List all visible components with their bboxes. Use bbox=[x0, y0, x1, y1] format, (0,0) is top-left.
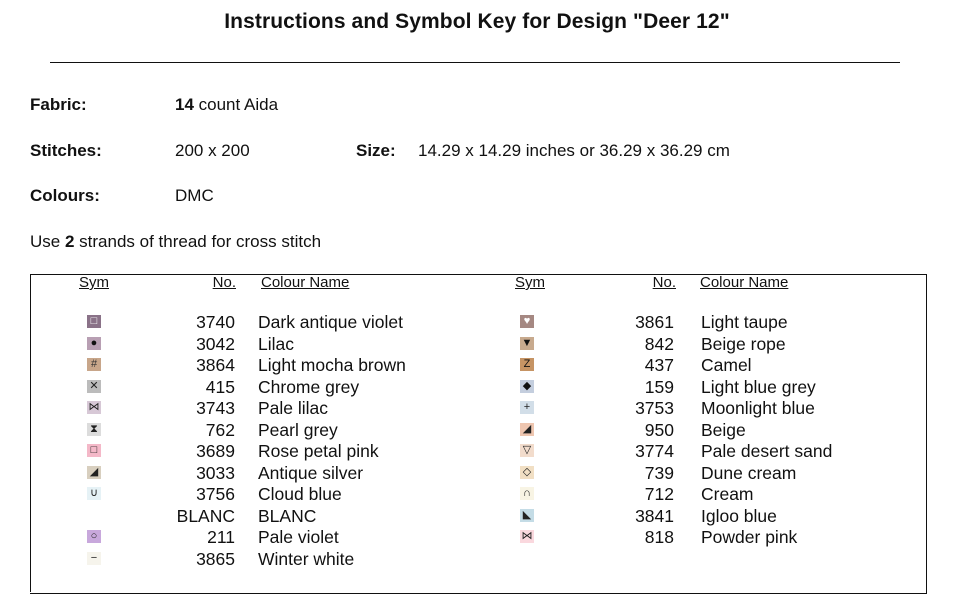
title-divider bbox=[50, 62, 900, 63]
dmc-number: 3864 bbox=[196, 355, 235, 375]
stitches-label: Stitches: bbox=[30, 141, 102, 160]
colour-name: Pale desert sand bbox=[701, 441, 833, 461]
left-sym-header: Sym bbox=[79, 274, 109, 291]
dmc-number: 3841 bbox=[635, 505, 674, 526]
right-sym-header: Sym bbox=[515, 274, 545, 291]
stitch-symbol-icon: ♥ bbox=[520, 315, 534, 328]
dmc-number: 3753 bbox=[635, 398, 674, 418]
stitch-symbol-icon: ● bbox=[87, 337, 101, 350]
dmc-number: 3774 bbox=[635, 441, 674, 461]
colour-name: Igloo blue bbox=[701, 505, 777, 526]
stitch-symbol-icon: ◆ bbox=[520, 380, 534, 393]
size-label: Size: bbox=[356, 141, 396, 160]
strands-count: 2 bbox=[64, 232, 75, 251]
colour-name: Beige bbox=[701, 419, 746, 440]
dmc-number: 3740 bbox=[196, 312, 235, 332]
colour-name: Light taupe bbox=[701, 312, 788, 332]
stitch-symbol-icon: ⧗ bbox=[87, 423, 101, 436]
dmc-number: 842 bbox=[644, 333, 674, 354]
colour-name: Antique silver bbox=[258, 462, 364, 483]
stitch-symbol-icon: Z bbox=[520, 358, 534, 371]
dmc-number: 3042 bbox=[196, 333, 235, 354]
table-left-edge bbox=[30, 274, 31, 592]
stitch-symbol-icon: − bbox=[87, 552, 101, 565]
right-name-header: Colour Name bbox=[700, 274, 789, 291]
stitch-symbol-icon: ◇ bbox=[520, 466, 534, 479]
right-no-header: No. bbox=[652, 274, 676, 291]
stitch-symbol-icon: + bbox=[520, 401, 534, 414]
colour-name: Cream bbox=[701, 484, 754, 504]
page-title: Instructions and Symbol Key for Design "Deer 12" bbox=[224, 10, 730, 33]
colour-name: Dark antique violet bbox=[258, 312, 403, 332]
stitch-symbol-icon: ◣ bbox=[520, 509, 534, 522]
colour-name: Beige rope bbox=[701, 333, 786, 354]
colour-name: Cloud blue bbox=[258, 484, 342, 504]
colour-name: Lilac bbox=[258, 333, 294, 354]
stitch-symbol-icon: □ bbox=[87, 315, 101, 328]
stitch-symbol-icon: ◢ bbox=[87, 466, 101, 479]
stitch-symbol-icon: □ bbox=[87, 444, 101, 457]
colour-name: Powder pink bbox=[701, 527, 798, 547]
colour-name: Winter white bbox=[258, 548, 355, 569]
colours-value: DMC bbox=[175, 186, 214, 205]
dmc-number: 712 bbox=[644, 484, 674, 504]
colour-name: Rose petal pink bbox=[258, 441, 379, 461]
stitch-symbol-icon: ✕ bbox=[87, 380, 101, 393]
colour-name: Light blue grey bbox=[701, 376, 816, 397]
dmc-number: 3861 bbox=[635, 312, 674, 332]
colour-name: Dune cream bbox=[701, 462, 797, 483]
colour-name: Chrome grey bbox=[258, 376, 360, 397]
size-value: 14.29 x 14.29 inches or 36.29 x 36.29 cm bbox=[418, 141, 730, 160]
dmc-number: 3689 bbox=[196, 441, 235, 461]
colour-name: Moonlight blue bbox=[701, 398, 815, 418]
fabric-count: 14 bbox=[175, 95, 194, 114]
colour-name: Pearl grey bbox=[258, 419, 338, 440]
left-name-header: Colour Name bbox=[261, 274, 350, 291]
colour-name: Pale violet bbox=[258, 527, 339, 547]
colour-name: Pale lilac bbox=[258, 398, 329, 418]
dmc-number: 159 bbox=[644, 376, 674, 397]
strands-instruction: Use 2 strands of thread for cross stitch bbox=[30, 232, 322, 251]
dmc-number: 415 bbox=[205, 376, 235, 397]
dmc-number: 3756 bbox=[196, 484, 235, 504]
fabric-label: Fabric: bbox=[30, 95, 87, 114]
dmc-number: 437 bbox=[644, 355, 674, 375]
colours-label: Colours: bbox=[30, 186, 100, 205]
dmc-number: 211 bbox=[207, 527, 235, 547]
dmc-number: BLANC bbox=[176, 505, 235, 526]
stitch-symbol-icon: ▼ bbox=[521, 336, 533, 349]
colour-name: BLANC bbox=[258, 505, 317, 526]
colour-name: Light mocha brown bbox=[258, 355, 406, 375]
stitch-symbol-icon: # bbox=[87, 358, 101, 371]
dmc-number: 950 bbox=[644, 419, 674, 440]
fabric-value bbox=[175, 95, 278, 115]
dmc-number: 3033 bbox=[196, 462, 235, 483]
stitch-symbol-icon: ⋈ bbox=[521, 530, 533, 542]
stitch-symbol-icon bbox=[87, 509, 101, 522]
stitches-value: 200 x 200 bbox=[175, 141, 250, 160]
stitch-symbol-icon: ◢ bbox=[520, 423, 534, 436]
colour-name: Camel bbox=[701, 355, 752, 375]
dmc-number: 739 bbox=[644, 462, 674, 483]
stitch-symbol-icon: ⋈ bbox=[88, 401, 100, 413]
stitch-symbol-icon: ∪ bbox=[87, 487, 101, 500]
left-no-header: No. bbox=[212, 274, 236, 291]
dmc-number: 3743 bbox=[196, 398, 235, 418]
stitch-symbol-icon: ○ bbox=[87, 530, 101, 543]
dmc-number: 818 bbox=[644, 527, 674, 547]
dmc-number: 3865 bbox=[196, 548, 235, 569]
dmc-number: 762 bbox=[205, 419, 235, 440]
stitch-symbol-icon: ▽ bbox=[520, 444, 534, 457]
stitch-symbol-icon: ∩ bbox=[520, 487, 534, 500]
fabric-type: count Aida bbox=[193, 95, 279, 114]
